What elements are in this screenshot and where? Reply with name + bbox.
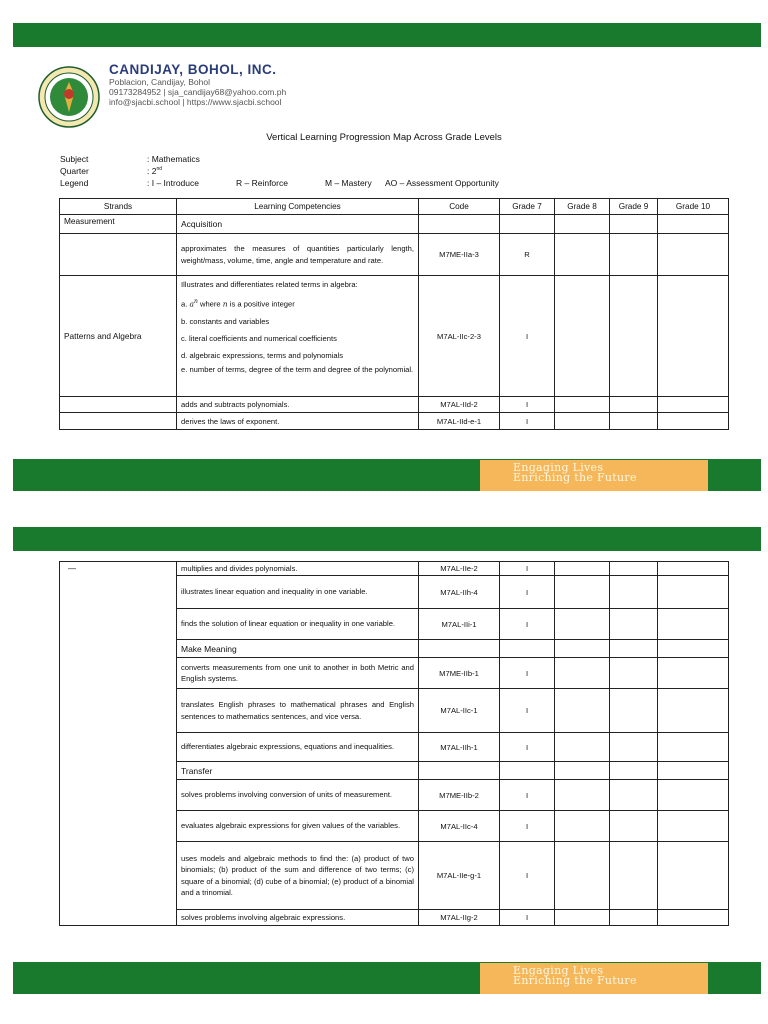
table-row bbox=[60, 397, 729, 413]
competency-code: M7AL-IId-e-1 bbox=[419, 413, 500, 430]
table-row bbox=[60, 276, 729, 397]
competency-text: solves problems involving algebraic expressions. bbox=[177, 910, 419, 926]
header-grade10: Grade 10 bbox=[658, 199, 729, 215]
algebra-term-e: e. number of terms, degree of the term and degree of the polynomial. bbox=[181, 364, 414, 374]
grade7-mark: I bbox=[500, 811, 555, 842]
quarter-label: Quarter bbox=[60, 166, 89, 176]
footer-motto bbox=[480, 460, 708, 491]
competency-code: M7AL-IIh-1 bbox=[419, 733, 500, 762]
competency-code: M7ME-IIb-2 bbox=[419, 780, 500, 811]
legend-introduce: : I – Introduce bbox=[147, 178, 199, 188]
header-strands: Strands bbox=[60, 199, 177, 215]
algebra-term-a: a. $a^n$ where n is a positive integer bbox=[181, 298, 295, 309]
table-header-row bbox=[60, 199, 729, 215]
competency-code: M7AL-IIi-1 bbox=[419, 609, 500, 640]
grade7-mark: I bbox=[500, 413, 555, 430]
competency-text: differentiates algebraic expressions, equations and inequalities. bbox=[177, 733, 419, 762]
grade7-mark: I bbox=[500, 397, 555, 413]
strand-continued-mark: — bbox=[60, 562, 177, 926]
table-row bbox=[60, 562, 729, 576]
table-row bbox=[60, 215, 729, 234]
competency-text: illustrates linear equation and inequality in one variable. bbox=[177, 576, 419, 609]
section-acquisition: Acquisition bbox=[177, 215, 419, 234]
competency-text: evaluates algebraic expressions for given values of the variables. bbox=[177, 811, 419, 842]
school-address: Poblacion, Candijay, Bohol bbox=[109, 77, 210, 87]
school-web: info@sjacbi.school | https://www.sjacbi.school bbox=[109, 97, 282, 107]
legend-assessment: AO – Assessment Opportunity bbox=[385, 178, 499, 188]
algebra-terms-intro: Illustrates and differentiates related terms in algebra: bbox=[181, 280, 358, 289]
header-code: Code bbox=[419, 199, 500, 215]
quarter-suffix: nd bbox=[156, 166, 163, 173]
grade7-mark: I bbox=[500, 576, 555, 609]
motto-line2: Enriching the Future bbox=[513, 471, 637, 484]
grade7-mark: I bbox=[500, 733, 555, 762]
table-row bbox=[60, 234, 729, 276]
legend-label: Legend bbox=[60, 178, 89, 188]
competency-code: M7AL-IIe-2 bbox=[419, 562, 500, 576]
grade7-mark: I bbox=[500, 658, 555, 689]
section-make-meaning: Make Meaning bbox=[177, 640, 419, 658]
legend-mastery: M – Mastery bbox=[325, 178, 372, 188]
competency-code: M7AL-IIc-2-3 bbox=[419, 276, 500, 397]
competency-code: M7ME-IIb-1 bbox=[419, 658, 500, 689]
header-grade7: Grade 7 bbox=[500, 199, 555, 215]
strand-patterns-algebra: Patterns and Algebra bbox=[60, 276, 177, 397]
competency-text: uses models and algebraic methods to find the: (a) product of two binomials; (b) product of the sum and difference of two terms; (c) square of a binomial; (d) cube of a binomial; (e) product of a binomial and a trinomial. bbox=[177, 842, 419, 910]
motto-line2: Enriching the Future bbox=[513, 974, 637, 987]
competency-code: M7AL-IIh-4 bbox=[419, 576, 500, 609]
competency-text: derives the laws of exponent. bbox=[177, 413, 419, 430]
school-contact: 09173284952 | sja_candijay68@yahoo.com.ph bbox=[109, 87, 287, 97]
competency-code: M7AL-IIc-4 bbox=[419, 811, 500, 842]
competency-text: translates English phrases to mathematical phrases and English sentences to mathematics sentences, and vice versa. bbox=[177, 689, 419, 733]
grade7-mark: I bbox=[500, 609, 555, 640]
school-info bbox=[109, 62, 286, 107]
legend-reinforce: R – Reinforce bbox=[236, 178, 288, 188]
competency-text: multiplies and divides polynomials. bbox=[177, 562, 419, 576]
algebra-term-c: c. literal coefficients and numerical coefficients bbox=[181, 333, 337, 343]
header-competencies: Learning Competencies bbox=[177, 199, 419, 215]
school-seal-logo bbox=[38, 66, 100, 128]
competency-text: solves problems involving conversion of units of measurement. bbox=[177, 780, 419, 811]
grade7-mark: I bbox=[500, 842, 555, 910]
subject-value: : Mathematics bbox=[147, 154, 200, 164]
progression-table-page1 bbox=[59, 198, 729, 430]
subject-label: Subject bbox=[60, 154, 89, 164]
motto-line1: Engaging Lives bbox=[513, 461, 604, 474]
competency-code: M7AL-IIe-g-1 bbox=[419, 842, 500, 910]
algebra-term-b: b. constants and variables bbox=[181, 316, 270, 326]
document-title: Vertical Learning Progression Map Across Grade Levels bbox=[266, 132, 502, 143]
top-green-bar bbox=[13, 23, 761, 47]
top-green-bar-page2 bbox=[13, 527, 761, 551]
grade7-mark: I bbox=[500, 910, 555, 926]
competency-code: M7ME-IIa-3 bbox=[419, 234, 500, 276]
grade7-mark: I bbox=[500, 689, 555, 733]
grade7-mark: R bbox=[500, 234, 555, 276]
motto-line1: Engaging Lives bbox=[513, 964, 604, 977]
grade7-mark: I bbox=[500, 780, 555, 811]
header-grade9: Grade 9 bbox=[610, 199, 658, 215]
quarter-number: : 2 bbox=[147, 166, 157, 176]
competency-text: approximates the measures of quantities particularly length, weight/mass, volume, time, angle and temperature and rate. bbox=[177, 234, 419, 276]
section-transfer: Transfer bbox=[177, 762, 419, 780]
strand-measurement: Measurement bbox=[60, 215, 177, 234]
competency-code: M7AL-IIc-1 bbox=[419, 689, 500, 733]
competency-text: converts measurements from one unit to another in both Metric and English systems. bbox=[177, 658, 419, 689]
competency-code: M7AL-IId-2 bbox=[419, 397, 500, 413]
footer-motto-page2 bbox=[480, 963, 708, 994]
competency-algebra-terms bbox=[177, 276, 419, 397]
table-row bbox=[60, 413, 729, 430]
competency-code: M7AL-IIg-2 bbox=[419, 910, 500, 926]
algebra-term-d: d. algebraic expressions, terms and polynomials bbox=[181, 350, 344, 360]
grade7-mark: I bbox=[500, 562, 555, 576]
school-name: CANDIJAY, BOHOL, INC. bbox=[109, 62, 277, 77]
progression-table-page2 bbox=[59, 561, 729, 926]
competency-text: adds and subtracts polynomials. bbox=[177, 397, 419, 413]
competency-text: finds the solution of linear equation or inequality in one variable. bbox=[177, 609, 419, 640]
quarter-value bbox=[147, 166, 162, 176]
header-grade8: Grade 8 bbox=[555, 199, 610, 215]
grade7-mark: I bbox=[500, 276, 555, 397]
